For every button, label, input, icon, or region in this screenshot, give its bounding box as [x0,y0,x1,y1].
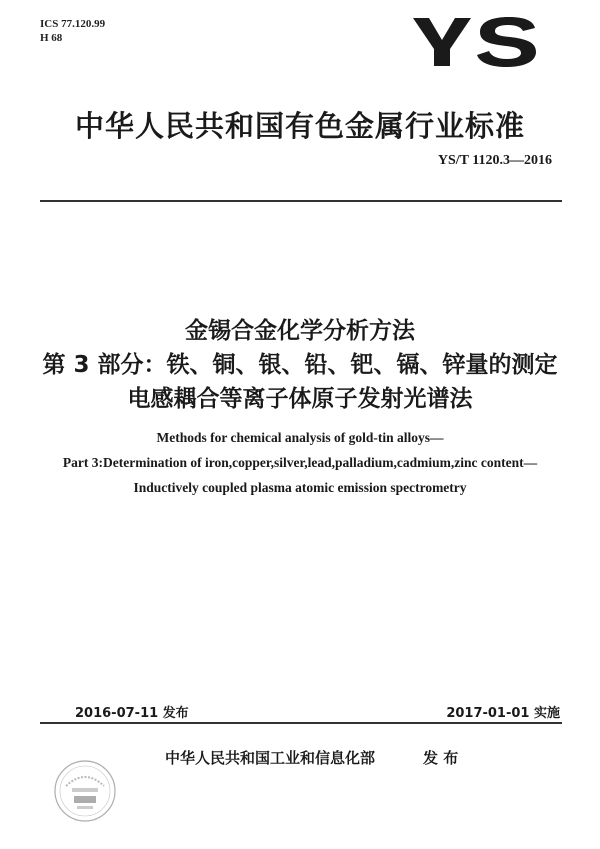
title-cn-line-1: 金锡合金化学分析方法 [185,318,415,344]
ccs-code: H 68 [40,32,63,44]
standard-category-title: 中华人民共和国有色金属行业标准 [74,109,525,143]
bottom-divider [40,722,562,724]
title-en-line-3: Inductively coupled plasma atomic emission spectrometry [133,480,467,495]
title-cn-line-2: 第 3 部分：铁、铜、银、铅、钯、镉、锌量的测定 [42,352,558,378]
ics-code: ICS 77.120.99 [40,18,106,30]
implementation-date: 2017-01-01 实施 [446,706,560,721]
top-divider [40,200,562,202]
title-cn-line-3: 电感耦合等离子体原子发射光谱法 [127,386,473,412]
issue-date: 2016-07-11 发布 [75,706,189,721]
stamp-seal-icon [52,758,118,824]
ys-logo [411,16,539,68]
issuer-action: 发 布 [423,749,459,767]
title-en-line-2: Part 3:Determination of iron,copper,silver,lead,palladium,cadmium,zinc content— [62,455,538,470]
issuer-name: 中华人民共和国工业和信息化部 [165,749,376,767]
title-en-line-1: Methods for chemical analysis of gold-tin alloys— [156,430,444,445]
standard-number: YS/T 1120.3—2016 [437,153,552,168]
